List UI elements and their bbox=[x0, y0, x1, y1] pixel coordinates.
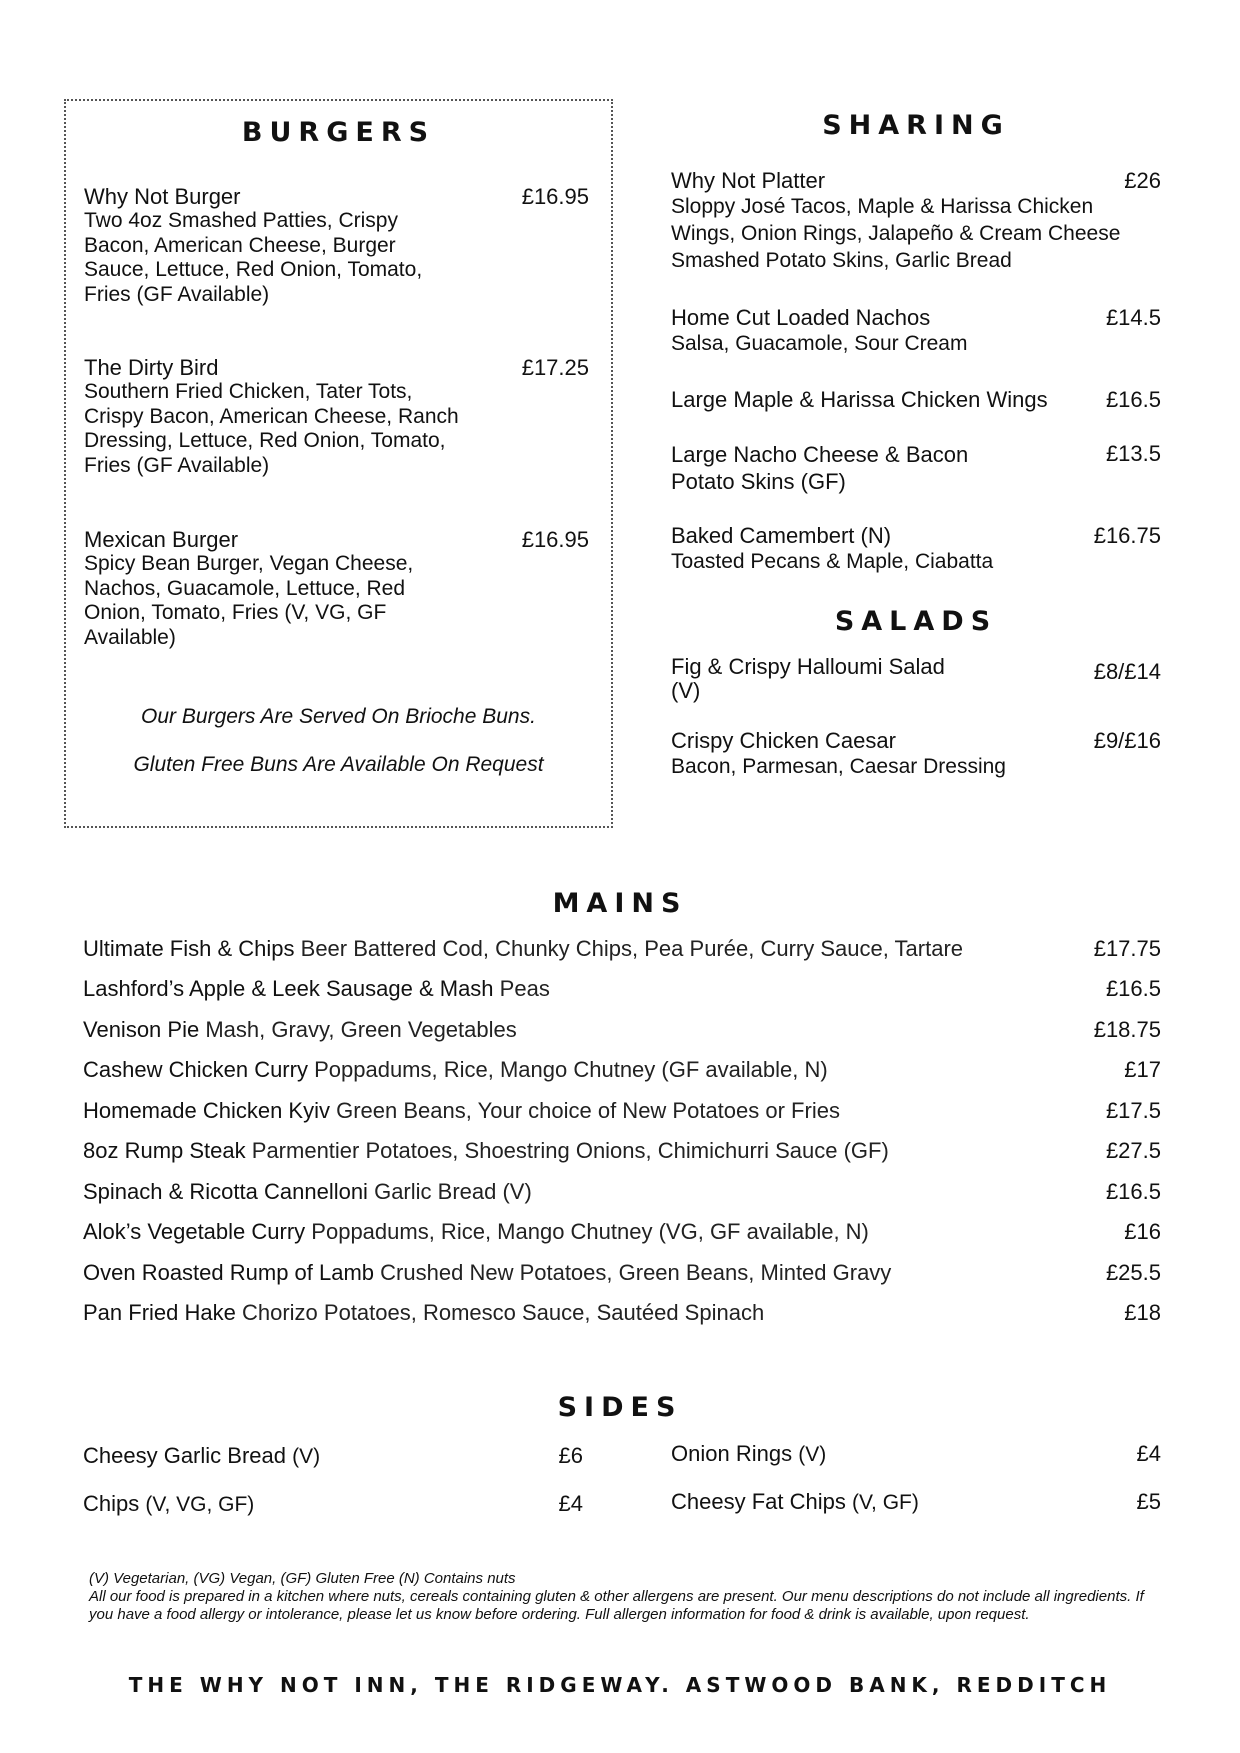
allergen-footnote bbox=[89, 1570, 1149, 1624]
item-price: £16.75 bbox=[1093, 523, 1161, 548]
mains-heading: MAINS bbox=[552, 888, 688, 919]
item-price: £4 bbox=[1136, 1441, 1161, 1466]
item-price: £16.95 bbox=[521, 527, 589, 552]
item-price: £17.75 bbox=[1093, 936, 1161, 961]
menu-item bbox=[84, 184, 589, 307]
item-description: Salsa, Guacamole, Sour Cream bbox=[671, 332, 968, 355]
item-name: Alok’s Vegetable Curry bbox=[83, 1219, 306, 1244]
item-name: Spinach & Ricotta Cannelloni bbox=[83, 1179, 368, 1204]
venue-address: THE WHY NOT INN, THE RIDGEWAY. ASTWOOD BANK, REDDITCH bbox=[128, 1673, 1112, 1697]
item-name: Why Not Burger bbox=[84, 184, 241, 209]
item-description: Crushed New Potatoes, Green Beans, Minted Gravy bbox=[380, 1260, 892, 1285]
item-name: Onion Rings bbox=[671, 1441, 793, 1466]
item-price: £16.5 bbox=[1105, 1179, 1161, 1204]
menu-item bbox=[671, 728, 1161, 780]
item-dietary: (V, VG, GF) bbox=[145, 1493, 255, 1516]
item-price: £16 bbox=[1124, 1219, 1161, 1244]
item-description: Chorizo Potatoes, Romesco Sauce, Sautéed Spinach bbox=[241, 1300, 765, 1325]
allergen-statement: All our food is prepared in a kitchen where nuts, cereals containing gluten & other allergens are present. Our menu descriptions do not include all ingredients. If you have a food allergy or intolerance, please let us know before ordering. Full allergen information for food & drink is available, upon request. bbox=[89, 1588, 1144, 1623]
item-description: Poppadums, Rice, Mango Chutney (VG, GF available, N) bbox=[311, 1219, 869, 1244]
side-item bbox=[83, 1490, 583, 1519]
menu-item bbox=[671, 523, 1161, 575]
item-price: £16.5 bbox=[1105, 387, 1161, 412]
item-name: Fig & Crispy Halloumi Salad (V) bbox=[671, 654, 945, 703]
main-item bbox=[83, 935, 1161, 963]
item-name: Venison Pie bbox=[83, 1017, 200, 1042]
menu-item bbox=[671, 387, 1161, 412]
item-price: £26 bbox=[1124, 168, 1161, 193]
item-name: Chips bbox=[83, 1491, 140, 1516]
item-price: £8/£14 bbox=[1093, 659, 1161, 684]
item-price: £27.5 bbox=[1105, 1138, 1161, 1163]
item-name: Large Nacho Cheese & Bacon Potato Skins (GF) bbox=[671, 442, 969, 494]
item-name: Cashew Chicken Curry bbox=[83, 1057, 308, 1082]
item-price: £17 bbox=[1124, 1057, 1161, 1082]
main-item bbox=[83, 1016, 1161, 1044]
item-name: Cheesy Garlic Bread bbox=[83, 1443, 286, 1468]
item-price: £5 bbox=[1136, 1489, 1161, 1514]
item-price: £6 bbox=[558, 1443, 583, 1468]
main-item bbox=[83, 975, 1161, 1003]
item-price: £13.5 bbox=[1105, 441, 1161, 466]
item-price: £4 bbox=[558, 1491, 583, 1516]
main-item bbox=[83, 1097, 1161, 1125]
item-description: Spicy Bean Burger, Vegan Cheese, Nachos, Guacamole, Lettuce, Red Onion, Tomato, Fries (V, VG, GF Available) bbox=[84, 552, 414, 649]
salads-heading: SALADS bbox=[834, 606, 998, 637]
item-dietary: (V) bbox=[292, 1445, 321, 1468]
item-price: £17.25 bbox=[521, 355, 589, 380]
item-name: Pan Fried Hake bbox=[83, 1300, 236, 1325]
item-name: Mexican Burger bbox=[84, 527, 239, 552]
main-item bbox=[83, 1137, 1161, 1165]
burger-note-buns: Our Burgers Are Served On Brioche Buns. bbox=[141, 705, 536, 728]
item-price: £18.75 bbox=[1093, 1017, 1161, 1042]
item-description: Peas bbox=[499, 976, 550, 1001]
menu-item bbox=[84, 355, 589, 478]
menu-item bbox=[671, 168, 1161, 274]
item-name: Why Not Platter bbox=[671, 168, 826, 193]
item-description: Mash, Gravy, Green Vegetables bbox=[205, 1017, 517, 1042]
item-name: Large Maple & Harissa Chicken Wings bbox=[671, 387, 1048, 412]
item-name: 8oz Rump Steak bbox=[83, 1138, 246, 1163]
item-price: £17.5 bbox=[1105, 1098, 1161, 1123]
menu-item bbox=[671, 305, 1161, 357]
dietary-key: (V) Vegetarian, (VG) Vegan, (GF) Gluten Free (N) Contains nuts bbox=[89, 1570, 516, 1587]
item-dietary: (V) bbox=[798, 1443, 827, 1466]
item-price: £25.5 bbox=[1105, 1260, 1161, 1285]
item-description: Beer Battered Cod, Chunky Chips, Pea Purée, Curry Sauce, Tartare bbox=[300, 936, 964, 961]
item-description: Sloppy José Tacos, Maple & Harissa Chicken Wings, Onion Rings, Jalapeño & Cream Cheese Smashed Potato Skins, Garlic Bread bbox=[671, 195, 1121, 272]
menu-item bbox=[671, 655, 1161, 703]
side-item bbox=[83, 1442, 583, 1471]
item-description: Two 4oz Smashed Patties, Crispy Bacon, American Cheese, Burger Sauce, Lettuce, Red Onion, Tomato, Fries (GF Available) bbox=[84, 209, 423, 306]
main-item bbox=[83, 1178, 1161, 1206]
item-name: Lashford’s Apple & Leek Sausage & Mash bbox=[83, 976, 494, 1001]
item-description: Garlic Bread (V) bbox=[374, 1179, 532, 1204]
item-name: Crispy Chicken Caesar bbox=[671, 728, 896, 753]
main-item bbox=[83, 1299, 1161, 1327]
item-price: £14.5 bbox=[1105, 305, 1161, 330]
item-price: £16.5 bbox=[1105, 976, 1161, 1001]
item-description: Parmentier Potatoes, Shoestring Onions, Chimichurri Sauce (GF) bbox=[251, 1138, 889, 1163]
item-price: £9/£16 bbox=[1093, 728, 1161, 753]
sides-heading: SIDES bbox=[557, 1392, 683, 1423]
item-description: Poppadums, Rice, Mango Chutney (GF available, N) bbox=[314, 1057, 828, 1082]
main-item bbox=[83, 1259, 1161, 1287]
sharing-heading: SHARING bbox=[822, 110, 1010, 141]
item-name: Home Cut Loaded Nachos bbox=[671, 305, 931, 330]
item-description: Southern Fried Chicken, Tater Tots, Crispy Bacon, American Cheese, Ranch Dressing, Lettuce, Red Onion, Tomato, Fries (GF Available) bbox=[84, 380, 459, 477]
side-item bbox=[671, 1488, 1161, 1517]
burger-note-gluten-free: Gluten Free Buns Are Available On Request bbox=[133, 753, 544, 776]
burgers-heading: BURGERS bbox=[241, 117, 436, 148]
main-item bbox=[83, 1056, 1161, 1084]
item-dietary: (V, GF) bbox=[851, 1491, 919, 1514]
item-name: Oven Roasted Rump of Lamb bbox=[83, 1260, 375, 1285]
item-description: Toasted Pecans & Maple, Ciabatta bbox=[671, 550, 994, 573]
burgers-section bbox=[64, 99, 613, 828]
item-name: Cheesy Fat Chips bbox=[671, 1489, 846, 1514]
item-price: £18 bbox=[1124, 1300, 1161, 1325]
menu-item bbox=[671, 441, 1161, 495]
item-price: £16.95 bbox=[521, 184, 589, 209]
side-item bbox=[671, 1440, 1161, 1469]
main-item bbox=[83, 1218, 1161, 1246]
item-description: Green Beans, Your choice of New Potatoes or Fries bbox=[336, 1098, 840, 1123]
item-name: Ultimate Fish & Chips bbox=[83, 936, 295, 961]
item-description: Bacon, Parmesan, Caesar Dressing bbox=[671, 755, 1006, 778]
menu-item bbox=[84, 527, 589, 650]
item-name: Homemade Chicken Kyiv bbox=[83, 1098, 330, 1123]
item-name: Baked Camembert (N) bbox=[671, 523, 892, 548]
item-name: The Dirty Bird bbox=[84, 355, 219, 380]
